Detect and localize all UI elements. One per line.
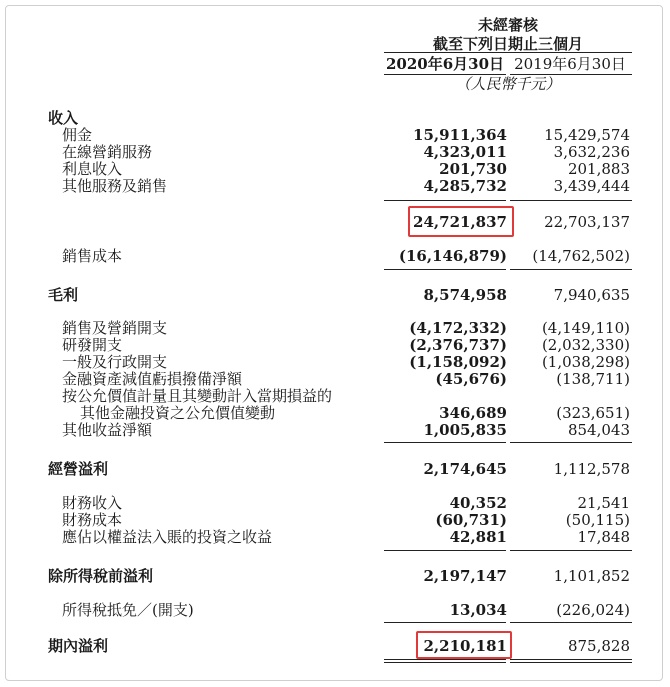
value-2020: 40,352: [449, 494, 507, 512]
cost-rule-2020: [384, 269, 506, 270]
row-label: 其他金融投資之公允價值變動: [80, 404, 276, 422]
section-profit-before-tax: 除所得稅前溢利: [48, 567, 154, 585]
value-2019: (50,115): [565, 511, 630, 529]
value-2020: 346,689: [439, 404, 507, 422]
value-2020: 201,730: [439, 160, 507, 178]
finance-rule-2020: [384, 550, 506, 551]
column-2020-header: 2020年6月30日: [385, 55, 505, 73]
value-2019: 3,632,236: [553, 143, 630, 161]
value-2019: 1,112,578: [553, 460, 630, 478]
header-title: 未經審核: [477, 16, 538, 34]
section-operating-profit: 經營溢利: [48, 460, 109, 478]
value-2019: 3,439,444: [553, 177, 630, 195]
value-2020: 8,574,958: [423, 286, 507, 304]
opex-rule-2019: [510, 442, 632, 443]
row-label: 銷售及營銷開支: [62, 319, 168, 337]
column-2019-header: 2019年6月30日: [514, 55, 626, 73]
value-2020: 2,210,181: [423, 637, 507, 655]
value-2019: 15,429,574: [544, 126, 630, 144]
value-2020: 15,911,364: [413, 126, 507, 144]
subtotal-rule-2019: [510, 200, 632, 201]
header-rule: [384, 52, 632, 53]
subtotal-rule-2020: [384, 200, 506, 201]
value-2020: (45,676): [435, 370, 507, 388]
value-2019: (14,762,502): [532, 247, 630, 265]
tax-rule-2020: [384, 622, 506, 623]
value-2020: 13,034: [449, 601, 507, 619]
row-label: 應佔以權益法入賬的投資之收益: [62, 528, 273, 546]
value-2020: 4,323,011: [423, 143, 507, 161]
value-2019: 201,883: [567, 160, 630, 178]
row-label: 佣金: [62, 126, 93, 144]
value-2019: 7,940,635: [553, 286, 630, 304]
row-label: 在線營銷服務: [62, 143, 153, 161]
row-label: 財務收入: [62, 494, 123, 512]
double-rule-2019-a: [510, 659, 632, 660]
value-2020: 4,285,732: [423, 177, 507, 195]
value-2020: (16,146,879): [398, 247, 507, 265]
value-2019: 17,848: [577, 528, 630, 546]
value-2020: (2,376,737): [409, 336, 507, 354]
double-rule-2020-b: [384, 662, 506, 663]
row-label: 研發開支: [62, 336, 123, 354]
value-2019: (323,651): [556, 404, 630, 422]
value-2019: 875,828: [567, 637, 630, 655]
value-2019: 854,043: [567, 421, 630, 439]
row-label: 其他收益淨額: [62, 421, 153, 439]
row-label: 一般及行政開支: [62, 353, 168, 371]
value-2020: (60,731): [435, 511, 507, 529]
total-revenue-2020: 24,721,837: [413, 213, 507, 231]
value-2019: (1,038,298): [541, 353, 630, 371]
opex-rule-2020: [384, 442, 506, 443]
header-subtitle: 截至下列日期止三個月: [432, 35, 583, 53]
value-2019: (226,024): [556, 601, 630, 619]
section-gross-profit: 毛利: [48, 286, 79, 304]
total-revenue-2019: 22,703,137: [544, 213, 630, 231]
tax-rule-2019: [510, 622, 632, 623]
finance-rule-2019: [510, 550, 632, 551]
row-label: 所得稅抵免／(開支): [62, 601, 194, 619]
cost-rule-2019: [510, 269, 632, 270]
value-2020: (4,172,332): [409, 319, 507, 337]
row-label: 財務成本: [62, 511, 123, 529]
value-2020: 2,174,645: [423, 460, 507, 478]
section-profit-period: 期內溢利: [48, 637, 109, 655]
unit-label: （人民幣千元）: [455, 75, 561, 93]
row-label: 其他服務及銷售: [62, 177, 168, 195]
section-revenue: 收入: [48, 109, 79, 127]
row-label: 按公允價值計量且其變動計入當期損益的: [62, 387, 333, 405]
value-2020: 42,881: [449, 528, 507, 546]
value-2019: 21,541: [577, 494, 630, 512]
value-2020: (1,158,092): [409, 353, 507, 371]
value-2020: 1,005,835: [423, 421, 507, 439]
value-2019: (138,711): [556, 370, 630, 388]
value-2019: (2,032,330): [541, 336, 630, 354]
value-2019: 1,101,852: [553, 567, 630, 585]
double-rule-2019-b: [510, 662, 632, 663]
value-2020: 2,197,147: [423, 567, 507, 585]
row-label: 金融資產減值虧損撥備淨額: [62, 370, 243, 388]
double-rule-2020-a: [384, 659, 506, 660]
row-label: 利息收入: [62, 160, 123, 178]
row-label: 銷售成本: [62, 247, 123, 265]
value-2019: (4,149,110): [541, 319, 630, 337]
